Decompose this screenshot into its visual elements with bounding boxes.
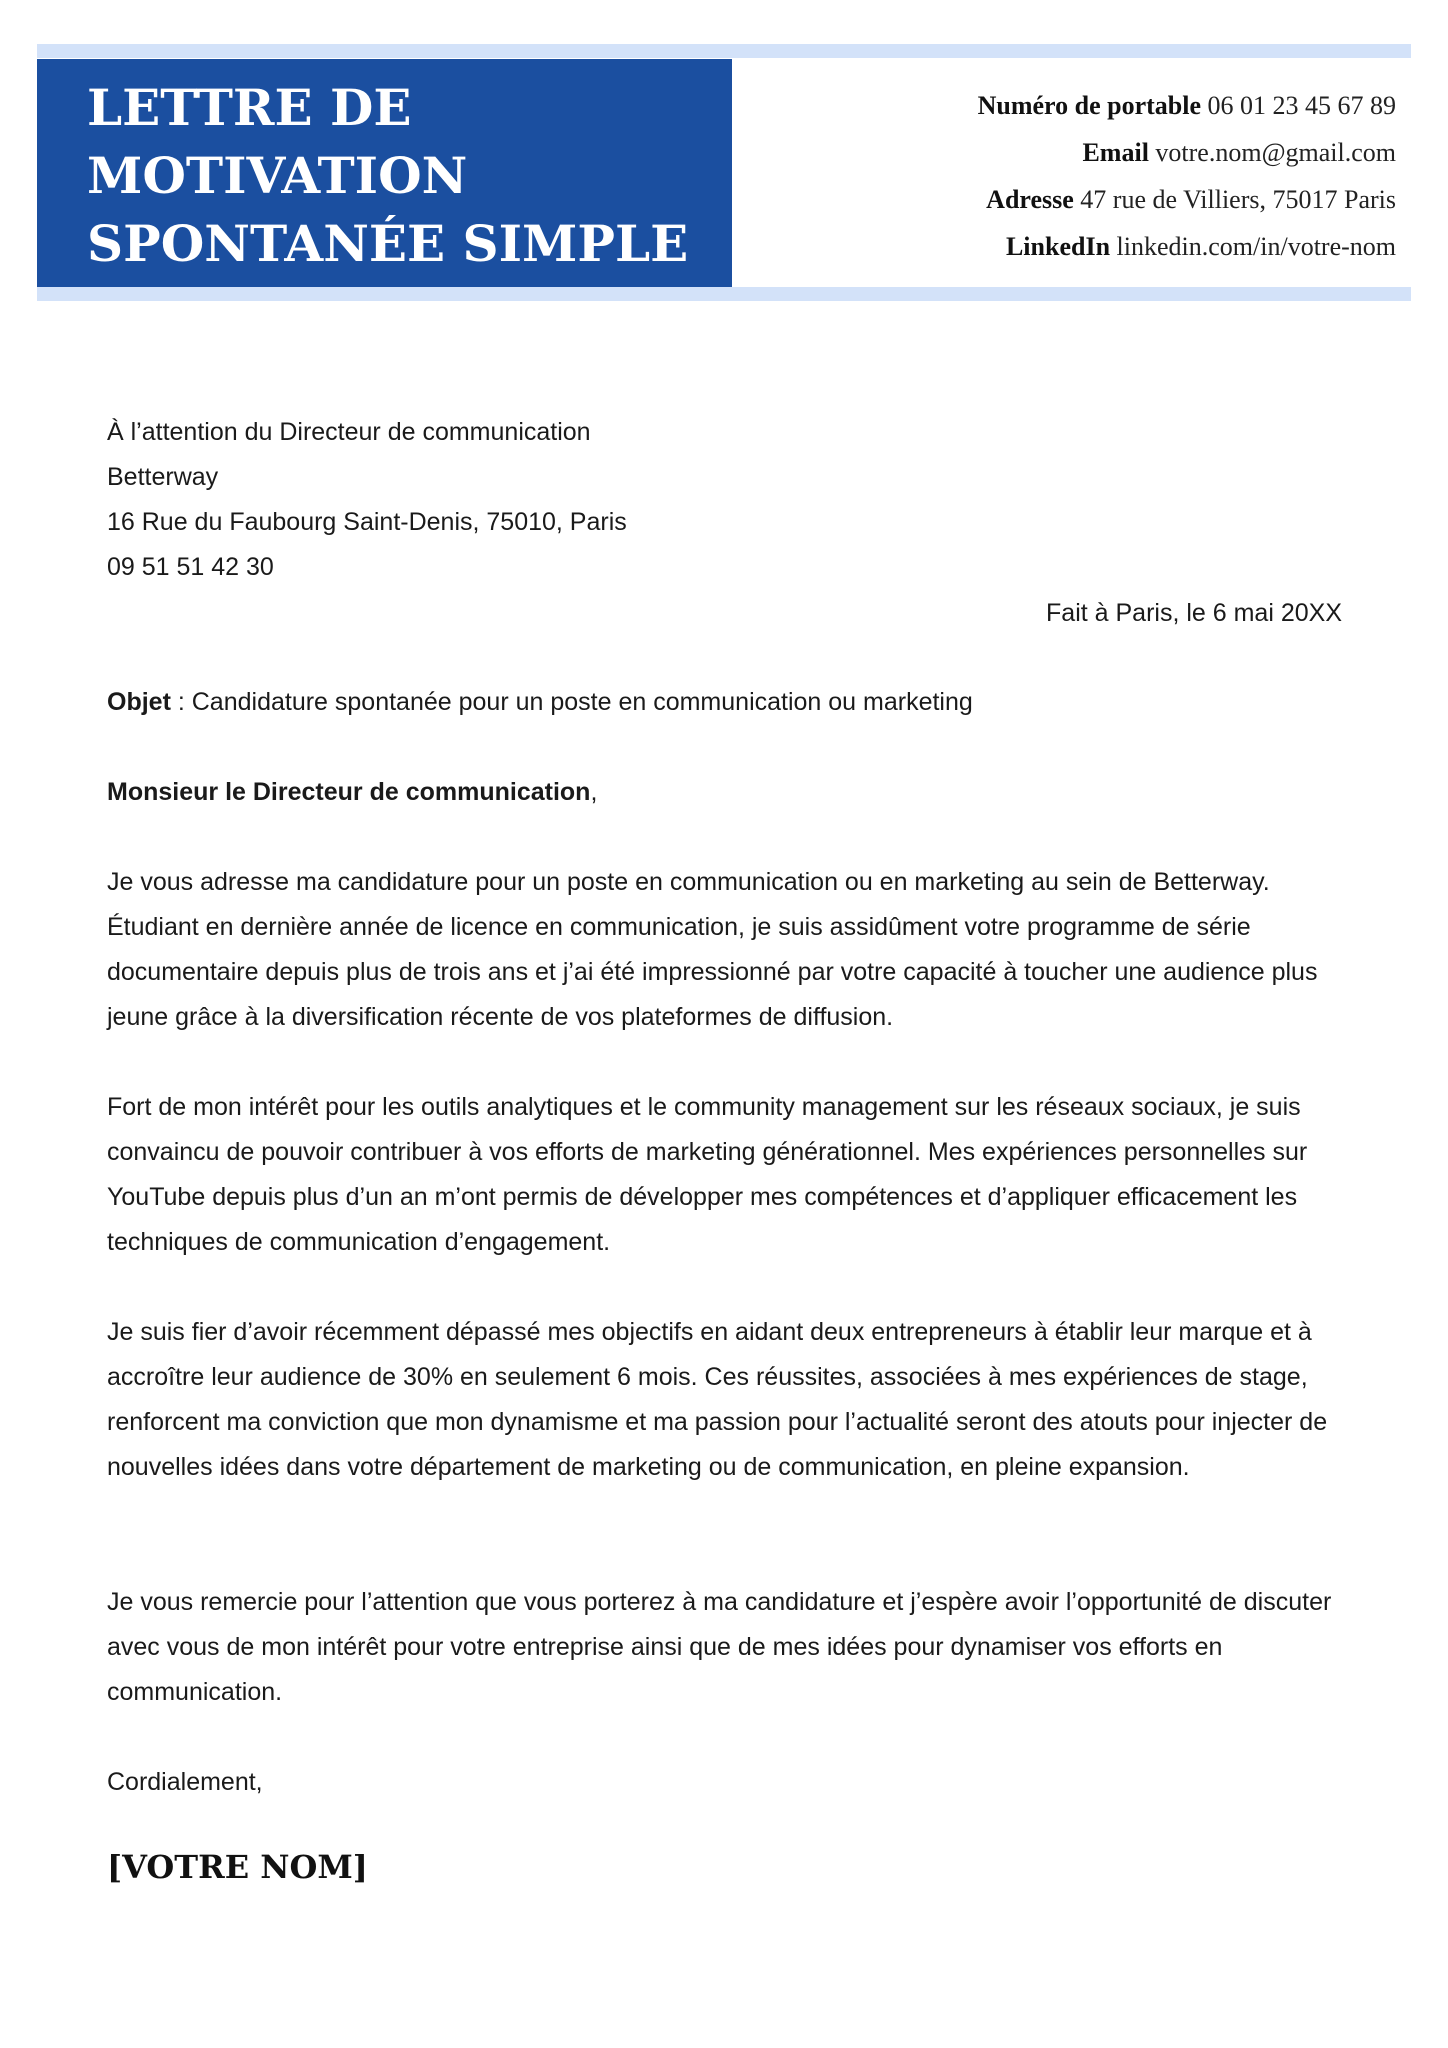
recipient-company: Betterway (107, 463, 219, 491)
header-band-top (37, 44, 1411, 58)
salutation-name: Monsieur le Directeur de communication (107, 778, 591, 806)
contact-email (756, 129, 1396, 176)
title-line-1: LETTRE DE (87, 78, 412, 137)
body-paragraph-2: Fort de mon intérêt pour les outils analytiques et le community management sur les réseaux sociaux, je suis convaincu de pouvoir contribuer à vos efforts de marketing générationnel. Mes expériences personnelles sur YouTube depuis plus d’un an m’ont permis de développer mes compétences et d’appliquer efficacement les techniques de communication d’engagement. (107, 1093, 1308, 1256)
recipient-attention: À l’attention du Directeur de communication (107, 418, 591, 446)
contact-linkedin-label: LinkedIn (1005, 232, 1111, 261)
subject-text: : Candidature spontanée pour un poste en communication ou marketing (170, 688, 973, 716)
contact-phone-value: 06 01 23 45 67 89 (1207, 91, 1396, 120)
signature-name: [VOTRE NOM] (107, 1848, 368, 1886)
contact-phone-label: Numéro de portable (977, 91, 1201, 120)
body-paragraph-3: Je suis fier d’avoir récemment dépassé mes objectifs en aidant deux entrepreneurs à établir leur marque et à accroître leur audience de 30% en seulement 6 mois. Ces réussites, associées à mes expériences de stage, renforcent ma conviction que mon dynamisme et ma passion pour l’actualité seront des atouts pour injecter de nouvelles idées dans votre département de marketing ou de communication, en pleine expansion. (107, 1318, 1328, 1481)
salutation (107, 770, 1347, 815)
recipient-address: 16 Rue du Faubourg Saint-Denis, 75010, Paris (107, 508, 627, 536)
letter-date: Fait à Paris, le 6 mai 20XX (1046, 599, 1342, 627)
contact-email-label: Email (1082, 138, 1149, 167)
contact-address-label: Adresse (986, 185, 1074, 214)
contact-block (756, 82, 1396, 270)
body-paragraph-1: Je vous adresse ma candidature pour un poste en communication ou en marketing au sein de Betterway. Étudiant en dernière année de licence en communication, je suis assidûment votre programme de série documentaire depuis plus de trois ans et j’ai été impressionné par votre capacité à toucher une audience plus jeune grâce à la diversification récente de vos plateformes de diffusion. (107, 868, 1318, 1031)
contact-address-value: 47 rue de Villiers, 75017 Paris (1080, 185, 1396, 214)
contact-linkedin (756, 223, 1396, 270)
body-paragraph-4: Je vous remercie pour l’attention que vous porterez à ma candidature et j’espère avoir l’opportunité de discuter avec vous de mon intérêt pour votre entreprise ainsi que de mes idées pour dynamiser vos efforts en communication. (107, 1588, 1332, 1706)
subject-label: Objet (107, 688, 171, 716)
contact-phone (756, 82, 1396, 129)
title-line-3: SPONTANÉE SIMPLE (87, 214, 689, 273)
title-line-2: MOTIVATION (87, 146, 468, 205)
closing: Cordialement, (107, 1768, 263, 1796)
title-banner (37, 59, 732, 287)
contact-address (756, 176, 1396, 223)
contact-linkedin-value: linkedin.com/in/votre-nom (1116, 232, 1396, 261)
subject-line (107, 680, 1347, 725)
salutation-comma: , (590, 778, 598, 806)
contact-email-value: votre.nom@gmail.com (1155, 138, 1396, 167)
header-band-bottom (37, 287, 1411, 301)
recipient-block (107, 410, 1347, 590)
recipient-phone: 09 51 51 42 30 (107, 553, 274, 581)
